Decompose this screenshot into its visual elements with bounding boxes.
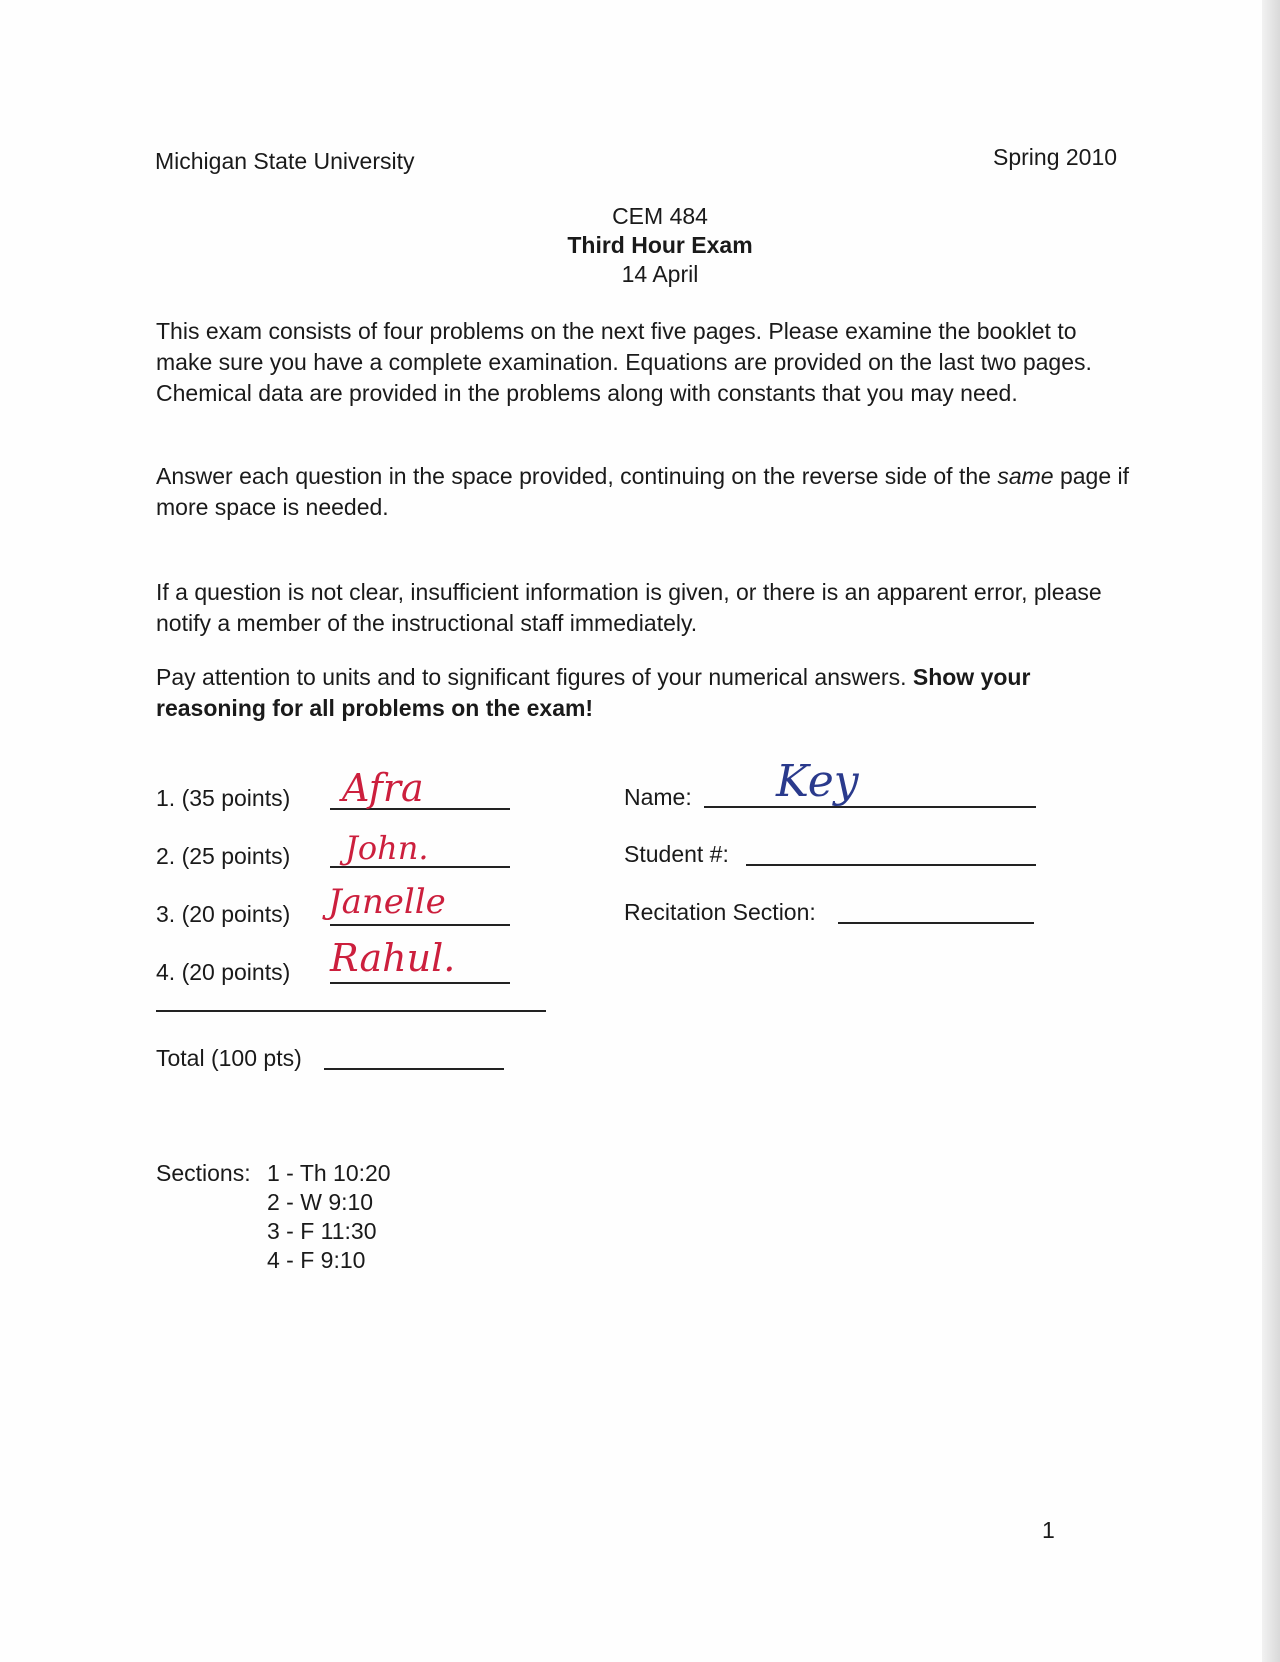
instructions-p2-end: page if more space is needed. [156, 463, 1130, 520]
instructions-p4-bold: Show your reasoning for all problems on the exam! [156, 664, 1031, 721]
section-4: 4 - F 9:10 [267, 1247, 366, 1273]
problem-4-grader: Rahul. [330, 936, 456, 980]
course-code: CEM 484 [612, 203, 708, 229]
name-label: Name: [624, 784, 692, 810]
institution-name: Michigan State University [155, 148, 415, 174]
exam-title: Third Hour Exam [567, 232, 753, 258]
instructions-p2-emphasis: same [997, 463, 1054, 489]
instructions-paragraph-4 [156, 662, 1136, 724]
section-2: 2 - W 9:10 [267, 1189, 374, 1215]
section-1: 1 - Th 10:20 [267, 1160, 391, 1186]
problem-2-grader: John. [345, 829, 429, 867]
total-score-line [324, 1068, 504, 1070]
instructions-paragraph-1: This exam consists of four problems on the next five pages. Please examine the booklet to make sure you have a complete examination. Equations are provided on the last two pages. Chemical data are provided in the problems along with constants that you may need. [156, 318, 1092, 406]
instructions-paragraph-3: If a question is not clear, insufficient information is given, or there is an apparent error, please notify a member of the instructional staff immediately. [156, 579, 1102, 636]
recitation-section-line [838, 922, 1034, 924]
exam-date: 14 April [621, 261, 699, 287]
problem-4-score-line [330, 982, 510, 984]
problem-3-grader: Janelle [328, 882, 446, 922]
problem-1-grader: Afra [342, 766, 424, 810]
problem-3-label: 3. (20 points) [156, 901, 291, 927]
name-value: Key [776, 756, 859, 807]
student-number-label: Student #: [624, 841, 729, 867]
problem-4-label: 4. (20 points) [156, 959, 291, 985]
problem-1-label: 1. (35 points) [156, 785, 291, 811]
page-number: 1 [1042, 1517, 1055, 1543]
problem-3-score-line [330, 924, 510, 926]
total-label: Total (100 pts) [156, 1045, 302, 1071]
instructions-paragraph-2 [156, 461, 1136, 523]
instructions-p2-start: Answer each question in the space provided, continuing on the reverse side of the [156, 463, 991, 489]
student-number-line [746, 864, 1036, 866]
sections-label: Sections: [156, 1160, 251, 1186]
name-line [704, 806, 1036, 808]
section-3: 3 - F 11:30 [267, 1218, 377, 1244]
instructions-p4-start: Pay attention to units and to significant figures of your numerical answers. [156, 664, 907, 690]
recitation-section-label: Recitation Section: [624, 899, 816, 925]
term-label: Spring 2010 [993, 144, 1118, 170]
problem-2-label: 2. (25 points) [156, 843, 291, 869]
score-divider-line [156, 1010, 546, 1012]
